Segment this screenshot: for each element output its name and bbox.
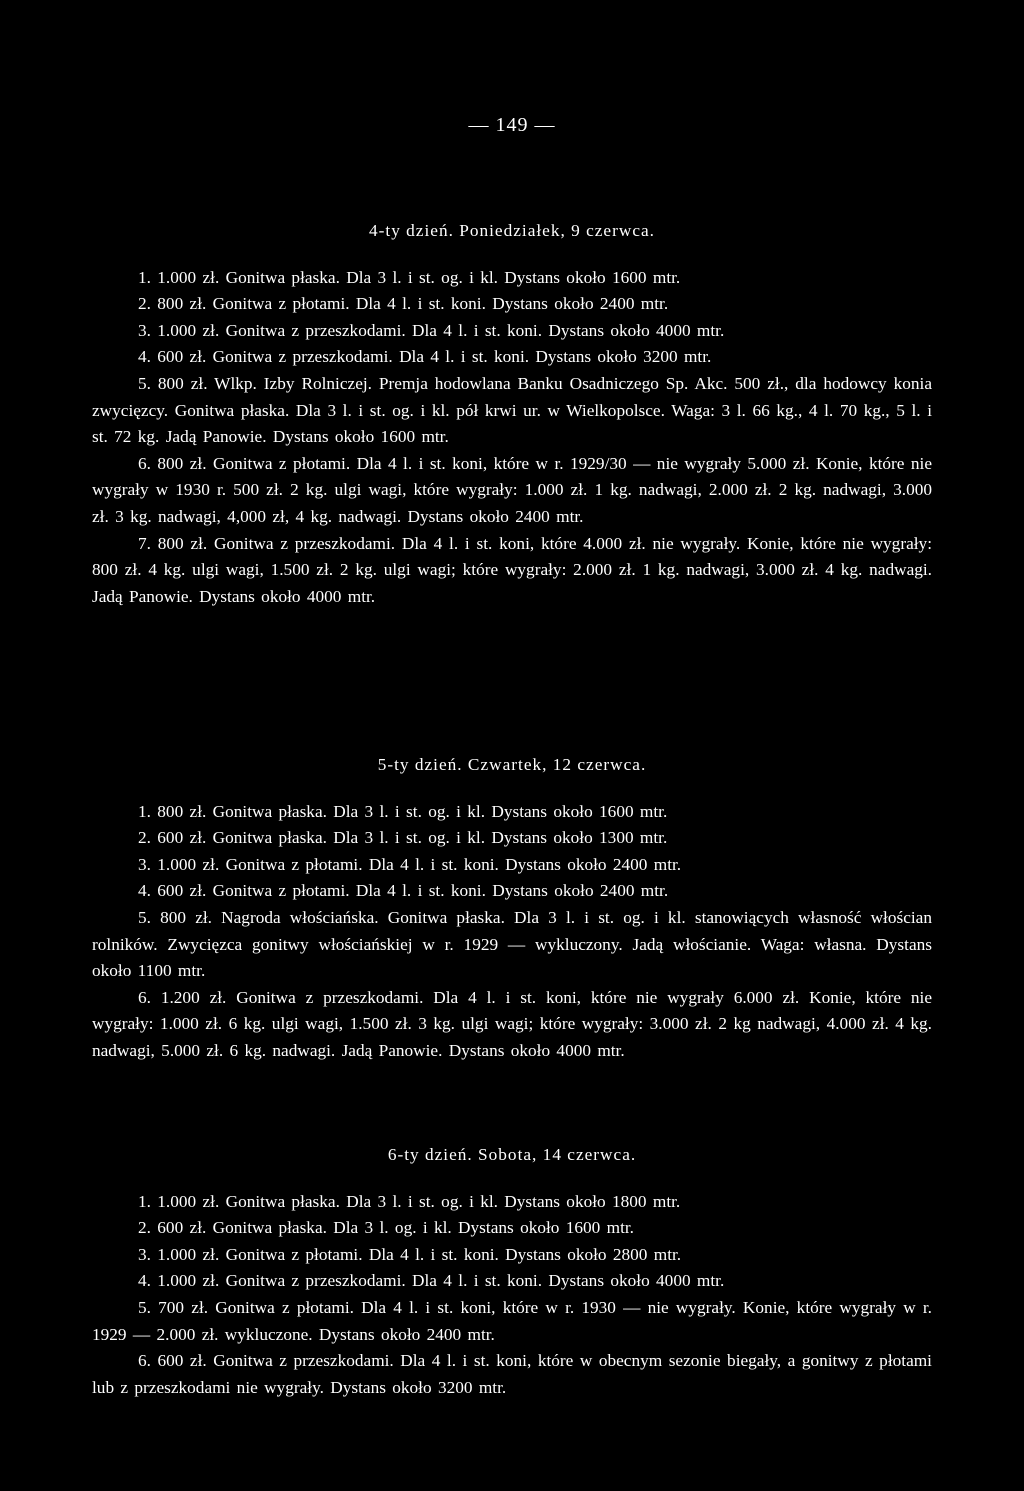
day-section-4 (92, 218, 932, 610)
page-number: — 149 — (468, 114, 556, 136)
day-section-6 (92, 1142, 932, 1401)
day-section-5 (92, 752, 932, 1065)
race-entry: 6. 1.200 zł. Gonitwa z przeszkodami. Dla 4 l. i st. koni, które nie wygrały 6.000 zł. Konie, które nie wygrały: 1.000 zł. 6 kg. ulgi wagi, 1.500 zł. 3 kg. ulgi wagi; które wygrały: 3.000 zł. 2 kg nadwagi, 4.000 zł. 4 kg. nadwagi, 5.000 zł. 6 kg. nadwagi. Jadą Panowie. Dystans około 4000 mtr. (92, 987, 932, 1060)
race-entry: 5. 800 zł. Wlkp. Izby Rolniczej. Premja hodowlana Banku Osadniczego Sp. Akc. 500 zł., dla hodowcy konia zwycięzcy. Gonitwa płaska. Dla 3 l. i st. og. i kl. pół krwi ur. w Wielkopolsce. Waga: 3 l. 66 kg., 4 l. 70 kg., 5 l. i st. 72 kg. Jadą Panowie. Dystans około 1600 mtr. (92, 373, 932, 447)
race-entry: 2. 600 zł. Gonitwa płaska. Dla 3 l. i st. og. i kl. Dystans około 1300 mtr. (138, 828, 668, 848)
race-entry: 5. 800 zł. Nagroda włościańska. Gonitwa płaska. Dla 3 l. i st. og. i kl. stanowiących własność włościan rolników. Zwycięzca gonitwy włościańskiej w r. 1929 — wykluczony. Jadą włościanie. Waga: własna. Dystans około 1100 mtr. (92, 907, 932, 981)
race-entry: 5. 700 zł. Gonitwa z płotami. Dla 4 l. i st. koni, które w r. 1930 — nie wygrały. Konie, które wygrały w r. 1929 — 2.000 zł. wykluczone. Dystans około 2400 mtr. (92, 1297, 932, 1344)
day-title: 6-ty dzień. Sobota, 14 czerwca. (387, 1145, 637, 1164)
day-title: 5-ty dzień. Czwartek, 12 czerwca. (377, 755, 647, 774)
race-entry: 3. 1.000 zł. Gonitwa z płotami. Dla 4 l. i st. koni. Dystans około 2800 mtr. (138, 1244, 682, 1264)
race-entry: 2. 800 zł. Gonitwa z płotami. Dla 4 l. i st. koni. Dystans około 2400 mtr. (138, 294, 669, 314)
race-entry: 1. 1.000 zł. Gonitwa płaska. Dla 3 l. i st. og. i kl. Dystans około 1600 mtr. (138, 267, 681, 287)
race-entry: 4. 1.000 zł. Gonitwa z przeszkodami. Dla 4 l. i st. koni. Dystans około 4000 mtr. (138, 1271, 725, 1291)
race-entry: 6. 600 zł. Gonitwa z przeszkodami. Dla 4 l. i st. koni, które w obecnym sezonie biegały, a gonitwy z płotami lub z przeszkodami nie wygrały. Dystans około 3200 mtr. (92, 1351, 932, 1397)
race-entry: 6. 800 zł. Gonitwa z płotami. Dla 4 l. i st. koni, które w r. 1929/30 — nie wygrały 5.000 zł. Konie, które nie wygrały w 1930 r. 500 zł. 2 kg. ulgi wagi, które wygrały: 1.000 zł. 1 kg. nadwagi, 2.000 zł. 2 kg. nadwagi, 3.000 zł. 3 kg. nadwagi, 4,000 zł, 4 kg. nadwagi. Dystans około 2400 mtr. (92, 453, 932, 526)
race-entry: 3. 1.000 zł. Gonitwa z przeszkodami. Dla 4 l. i st. koni. Dystans około 4000 mtr. (138, 320, 725, 340)
race-entry: 1. 1.000 zł. Gonitwa płaska. Dla 3 l. i st. og. i kl. Dystans około 1800 mtr. (138, 1191, 681, 1211)
race-entry: 1. 800 zł. Gonitwa płaska. Dla 3 l. i st. og. i kl. Dystans około 1600 mtr. (138, 801, 668, 821)
race-entry: 3. 1.000 zł. Gonitwa z płotami. Dla 4 l. i st. koni. Dystans około 2400 mtr. (138, 854, 682, 874)
race-entry: 2. 600 zł. Gonitwa płaska. Dla 3 l. og. i kl. Dystans około 1600 mtr. (138, 1218, 634, 1238)
race-entry: 4. 600 zł. Gonitwa z płotami. Dla 4 l. i st. koni. Dystans około 2400 mtr. (138, 881, 669, 901)
race-entry: 4. 600 zł. Gonitwa z przeszkodami. Dla 4 l. i st. koni. Dystans około 3200 mtr. (138, 347, 712, 367)
race-entry: 7. 800 zł. Gonitwa z przeszkodami. Dla 4 l. i st. koni, które 4.000 zł. nie wygrały. Konie, które nie wygrały: 800 zł. 4 kg. ulgi wagi, 1.500 zł. 2 kg. ulgi wagi; które wygrały: 2.000 zł. 1 kg. nadwagi, 3.000 zł. 4 kg. nadwagi. Jadą Panowie. Dystans około 4000 mtr. (92, 533, 932, 606)
day-title: 4-ty dzień. Poniedziałek, 9 czerwca. (369, 221, 655, 240)
